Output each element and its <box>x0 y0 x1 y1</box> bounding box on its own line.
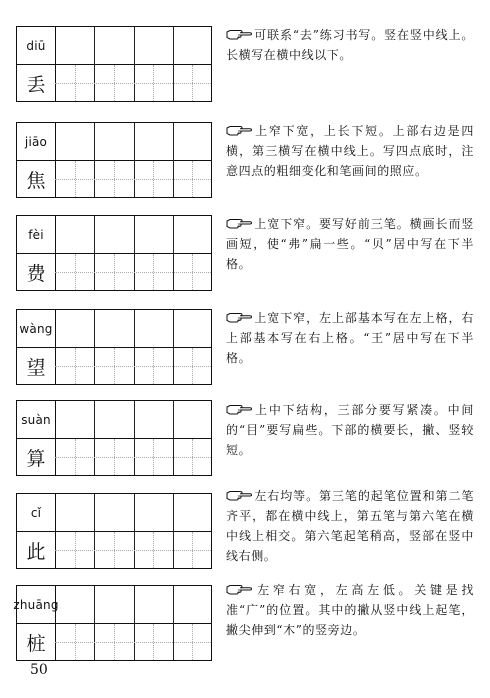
grid-vertical-line <box>173 494 174 568</box>
model-character: 此 <box>26 541 46 563</box>
guide-line <box>153 161 154 197</box>
grid-vertical-line <box>134 216 135 290</box>
grid-vertical-line <box>55 123 56 197</box>
pinyin-label: fèi <box>28 227 44 242</box>
pointing-hand-icon <box>226 403 252 415</box>
grid-vertical-line <box>94 401 95 475</box>
guide-line <box>192 532 193 568</box>
writing-grid <box>16 26 212 102</box>
guide-line <box>75 161 76 197</box>
grid-vertical-line <box>134 586 135 660</box>
grid-vertical-line <box>94 123 95 197</box>
guide-line <box>55 642 211 643</box>
pointing-hand-icon <box>226 583 252 595</box>
pointing-hand-icon <box>226 217 252 229</box>
guide-line <box>153 254 154 290</box>
practice-entry <box>0 26 490 104</box>
writing-tip-text: 左窄右宽，左高左低。关键是找准“广”的位置。其中的撇从竖中线上起笔，撇尖伸到“木”的竖旁边。 <box>226 583 474 637</box>
writing-tip-text: 上窄下宽，上长下短。上部右边是四横，第三横写在横中线上。写四点底时，注意四点的粗细变化和笔画间的照应。 <box>226 124 474 178</box>
guide-line <box>75 532 76 568</box>
guide-line <box>192 439 193 475</box>
guide-line <box>153 624 154 660</box>
model-character: 算 <box>26 448 46 470</box>
grid-vertical-line <box>94 216 95 290</box>
pinyin-label: cǐ <box>30 505 42 520</box>
guide-line <box>192 65 193 101</box>
writing-tip <box>226 121 474 181</box>
practice-entry <box>0 489 490 571</box>
writing-tip <box>226 308 474 368</box>
writing-tip-text: 可联系“去”练习书写。竖在竖中线上。长横写在横中线以下。 <box>226 28 474 62</box>
grid-vertical-line <box>173 123 174 197</box>
guide-line <box>114 65 115 101</box>
guide-line <box>75 348 76 384</box>
practice-entry <box>0 309 490 387</box>
guide-line <box>192 161 193 197</box>
grid-vertical-line <box>134 401 135 475</box>
writing-tip <box>226 580 474 640</box>
pinyin-label: suàn <box>21 412 51 427</box>
grid-vertical-line <box>55 494 56 568</box>
pointing-hand-icon <box>226 28 252 40</box>
writing-grid <box>16 309 212 385</box>
model-character: 桩 <box>26 633 46 655</box>
grid-vertical-line <box>94 494 95 568</box>
grid-vertical-line <box>94 586 95 660</box>
grid-vertical-line <box>134 123 135 197</box>
guide-line <box>114 348 115 384</box>
grid-vertical-line <box>134 494 135 568</box>
pinyin-label: wàng <box>19 321 53 336</box>
grid-vertical-line <box>173 586 174 660</box>
model-character: 丢 <box>26 74 46 96</box>
guide-line <box>114 161 115 197</box>
writing-tip <box>226 214 474 274</box>
practice-entry <box>0 122 490 200</box>
page-number: 50 <box>30 662 48 678</box>
model-character: 望 <box>26 357 46 379</box>
writing-tip <box>226 486 474 566</box>
writing-tip-text: 上中下结构，三部分要写紧凑。中间的“目”要写扁些。下部的横要长，撇、竖较短。 <box>226 403 474 457</box>
writing-grid <box>16 400 212 476</box>
writing-grid <box>16 493 212 569</box>
guide-line <box>55 83 211 84</box>
grid-vertical-line <box>173 401 174 475</box>
guide-line <box>55 457 211 458</box>
guide-line <box>55 179 211 180</box>
grid-vertical-line <box>94 27 95 101</box>
grid-vertical-line <box>173 310 174 384</box>
pointing-hand-icon <box>226 489 252 501</box>
grid-vertical-line <box>55 216 56 290</box>
writing-grid <box>13 585 212 661</box>
pointing-hand-icon <box>226 124 252 136</box>
guide-line <box>75 65 76 101</box>
writing-tip-text: 上宽下窄，左上部基本写在左上格，右上部基本写在右上格。“王”居中写在下半格。 <box>226 311 474 365</box>
guide-line <box>114 532 115 568</box>
guide-line <box>192 254 193 290</box>
writing-tip-text: 上宽下窄。要写好前三笔。横画长而竖画短，使“弗”扁一些。“贝”居中写在下半格。 <box>226 217 474 271</box>
guide-line <box>153 65 154 101</box>
guide-line <box>192 348 193 384</box>
writing-grid <box>16 215 212 291</box>
pointing-hand-icon <box>226 311 252 323</box>
grid-vertical-line <box>134 27 135 101</box>
grid-vertical-line <box>94 310 95 384</box>
grid-vertical-line <box>173 27 174 101</box>
practice-entry <box>0 585 490 663</box>
pinyin-label: jiāo <box>24 134 48 149</box>
guide-line <box>75 439 76 475</box>
writing-tip <box>226 25 474 65</box>
grid-vertical-line <box>55 401 56 475</box>
model-character: 焦 <box>26 170 46 192</box>
writing-grid <box>16 122 212 198</box>
grid-vertical-line <box>55 27 56 101</box>
guide-line <box>114 254 115 290</box>
practice-entry <box>0 215 490 293</box>
guide-line <box>55 550 211 551</box>
guide-line <box>153 439 154 475</box>
writing-tip-text: 左右均等。第三笔的起笔位置和第二笔齐平，都在横中线上，第五笔与第六笔在横中线上相交。第六笔起笔稍高，竖部在竖中线右侧。 <box>226 489 474 563</box>
guide-line <box>114 624 115 660</box>
guide-line <box>153 532 154 568</box>
pinyin-label: zhuāng <box>13 597 59 612</box>
grid-vertical-line <box>134 310 135 384</box>
guide-line <box>55 366 211 367</box>
grid-vertical-line <box>173 216 174 290</box>
practice-entry <box>0 400 490 478</box>
grid-vertical-line <box>55 310 56 384</box>
guide-line <box>75 624 76 660</box>
guide-line <box>114 439 115 475</box>
model-character: 费 <box>26 263 46 285</box>
guide-line <box>192 624 193 660</box>
guide-line <box>55 272 211 273</box>
pinyin-label: diū <box>26 38 46 53</box>
writing-tip <box>226 400 474 460</box>
guide-line <box>75 254 76 290</box>
guide-line <box>153 348 154 384</box>
